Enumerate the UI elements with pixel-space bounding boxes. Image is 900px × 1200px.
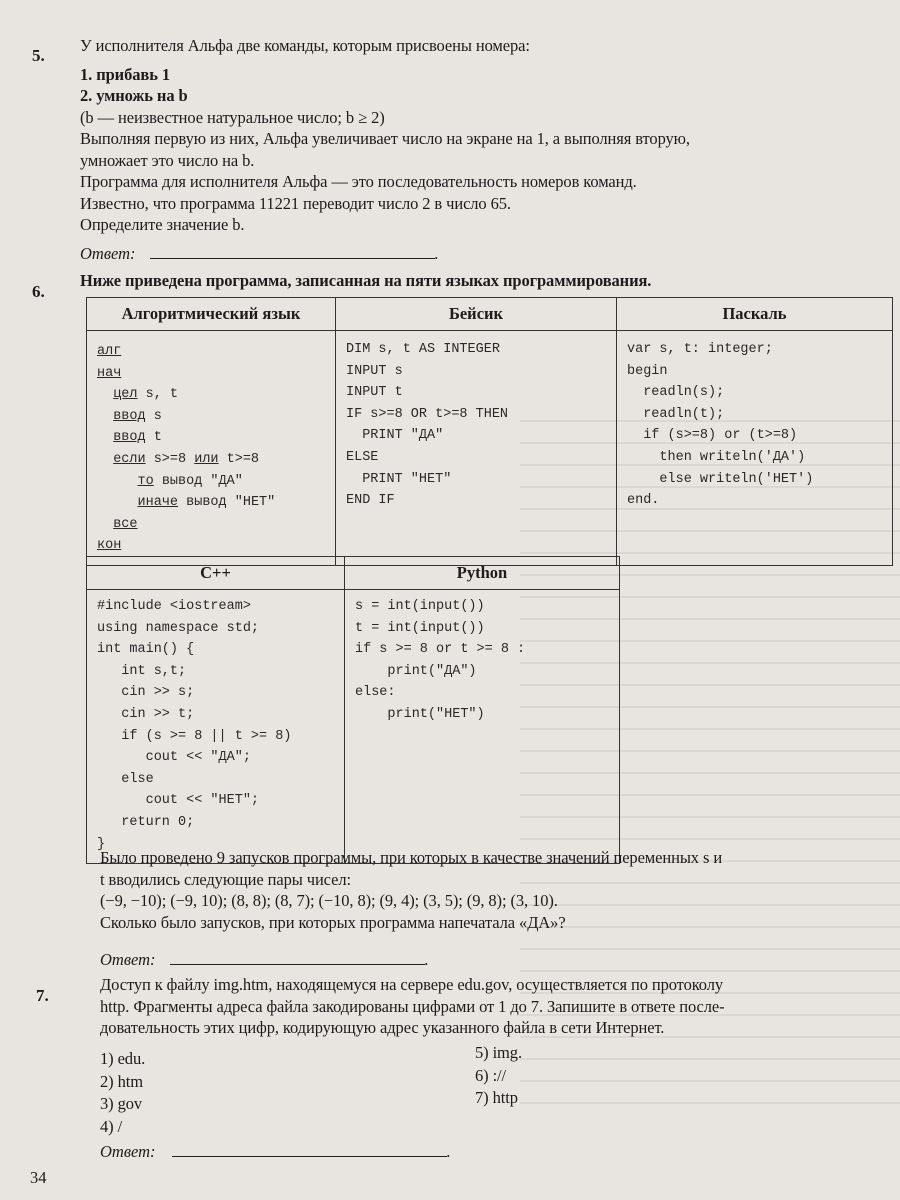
option: 6) :// <box>475 1065 507 1085</box>
option: 7) http <box>475 1088 518 1107</box>
task5-line: умножает это число на b. <box>80 150 255 170</box>
task6-intro: Ниже приведена программа, записанная на пяти языках программирования. <box>80 271 652 290</box>
option: 4) / <box>100 1116 123 1136</box>
task7-line: довательность этих цифр, кодирующую адрес указанного файла в сети Интернет. <box>100 1018 665 1037</box>
answer-line[interactable] <box>170 963 425 965</box>
page-number: 34 <box>30 1168 47 1187</box>
answer-label: Ответ: <box>100 950 156 969</box>
task5-command-2: 2. умножь на b <box>80 86 188 105</box>
task6-question: Сколько было запусков, при которых программа напечатала «ДА»? <box>100 912 566 932</box>
header-cpp: C++ <box>87 557 345 590</box>
task5-line: Программа для исполнителя Альфа — это последовательность номеров команд. <box>80 172 637 191</box>
task6-pairs: (−9, −10); (−9, 10); (8, 8); (8, 7); (−10, 8); (9, 4); (3, 5); (9, 8); (3, 10). <box>100 891 558 910</box>
task6-line: Было проведено 9 запусков программы, при которых в качестве значений переменных s и <box>100 848 723 867</box>
task6-line: t вводились следующие пары чисел: <box>100 869 351 889</box>
answer-line[interactable] <box>172 1155 447 1157</box>
answer-label: Ответ: <box>100 1142 156 1161</box>
option: 3) gov <box>100 1094 143 1113</box>
pascal-code: var s, t: integer; begin readln(s); readln(t); if (s>=8) or (t>=8) then writeln('ДА') else writeln('НЕТ') end. <box>617 331 893 566</box>
task5-line: (b — неизвестное натуральное число; b ≥ 2) <box>80 107 385 127</box>
task6-after <box>100 847 722 933</box>
task5-line: Выполняя первую из них, Альфа увеличивает число на экране на 1, а выполняя вторую, <box>80 129 690 148</box>
code-line: все <box>113 516 138 532</box>
task5-line: Известно, что программа 11221 переводит число 2 в число 65. <box>80 193 511 213</box>
task7-line: http. Фрагменты адреса файла закодированы цифрами от 1 до 7. Запишите в ответе после- <box>100 996 725 1016</box>
code-table-1 <box>86 297 893 566</box>
code-table-2 <box>86 556 620 864</box>
answer-label: Ответ: <box>80 244 136 263</box>
task5-text <box>80 35 690 236</box>
header-basic: Бейсик <box>336 298 617 331</box>
task7-options-left <box>100 1048 145 1138</box>
answer-line[interactable] <box>150 257 435 259</box>
task5-line: У исполнителя Альфа две команды, которым присвоены номера: <box>80 36 530 55</box>
header-algo: Алгоритмический язык <box>87 298 336 331</box>
option: 1) edu. <box>100 1049 146 1068</box>
task5-number: 5. <box>32 46 45 65</box>
option: 2) htm <box>100 1071 143 1091</box>
code-line: нач <box>97 365 122 381</box>
header-pascal: Паскаль <box>617 298 893 331</box>
basic-code: DIM s, t AS INTEGER INPUT s INPUT t IF s>=8 OR t>=8 THEN PRINT "ДА" ELSE PRINT "НЕТ" END IF <box>336 331 617 566</box>
task6-answer[interactable]: Ответ: . <box>100 950 429 969</box>
task7-line: Доступ к файлу img.htm, находящемуся на сервере edu.gov, осуществляется по протоколу <box>100 975 724 994</box>
task7-number: 7. <box>36 986 49 1005</box>
algo-code: алг нач цел s, t ввод s ввод t если s>=8 или t>=8 то вывод "ДА" иначе вывод "НЕТ" все кон <box>87 331 336 566</box>
task7-answer[interactable]: Ответ: . <box>100 1142 451 1161</box>
python-code: s = int(input()) t = int(input()) if s >= 8 or t >= 8 : print("ДА") else: print("НЕТ") <box>345 590 620 864</box>
task5-answer[interactable]: Ответ: . <box>80 244 439 263</box>
header-python: Python <box>345 557 620 590</box>
code-line: кон <box>97 538 122 554</box>
task5-command-1: 1. прибавь 1 <box>80 64 171 84</box>
task6-number: 6. <box>32 282 45 301</box>
task7-options-right <box>475 1042 522 1110</box>
code-line: алг <box>97 344 122 359</box>
cpp-code: #include <iostream> using namespace std; int main() { int s,t; cin >> s; cin >> t; if (s >= 8 || t >= 8) cout << "ДА"; else cout << "НЕТ"; return 0; } <box>87 590 345 864</box>
option: 5) img. <box>475 1043 522 1062</box>
task5-line: Определите значение b. <box>80 215 245 234</box>
task7-text <box>100 974 725 1039</box>
